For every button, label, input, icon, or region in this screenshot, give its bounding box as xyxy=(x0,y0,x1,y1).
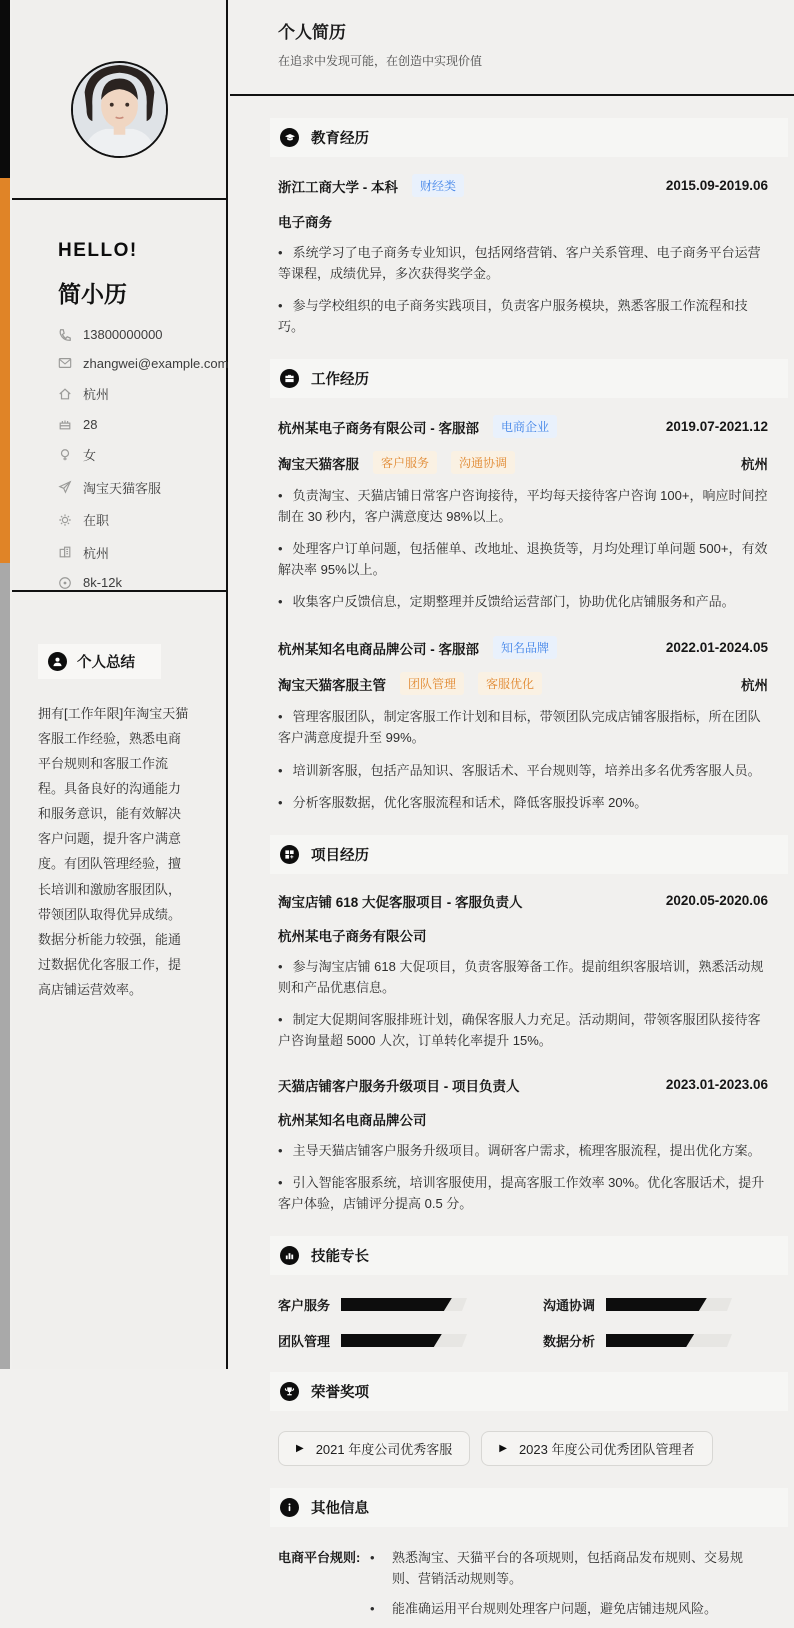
project-bullet: • 主导天猫店铺客户服务升级项目。调研客户需求，梳理客服流程，提出优化方案。 xyxy=(278,1140,768,1161)
project-org: 杭州某知名电商品牌公司 xyxy=(278,1112,427,1128)
section-header-honors xyxy=(270,1372,788,1411)
contact-status xyxy=(58,510,216,529)
skill-label: 沟通协调 xyxy=(543,1297,596,1313)
job-bullet: • 收集客户反馈信息，定期整理并反馈给运营部门，协助优化店铺服务和产品。 xyxy=(278,591,768,612)
company-name: 杭州某知名电商品牌公司 - 客服部 xyxy=(278,641,479,657)
contact-status-value: 在职 xyxy=(83,513,110,528)
company-name: 杭州某电子商务有限公司 - 客服部 xyxy=(278,420,479,436)
contact-position-value: 淘宝天猫客服 xyxy=(83,480,162,496)
skill-item xyxy=(543,1331,760,1350)
other-bullets xyxy=(370,1547,768,1628)
contact-phone-value: 13800000000 xyxy=(83,327,163,342)
graduation-cap-icon xyxy=(280,128,299,147)
skill-label: 客户服务 xyxy=(278,1297,331,1313)
work-body xyxy=(270,415,788,812)
home-icon xyxy=(58,387,72,401)
summary-title: 个人总结 xyxy=(77,655,135,671)
honors-list xyxy=(270,1431,788,1466)
skill-item xyxy=(543,1295,760,1314)
education-major: 电子商务 xyxy=(278,215,332,230)
skill-bar-track xyxy=(606,1298,732,1311)
job-role-row xyxy=(278,451,768,474)
job-location: 杭州 xyxy=(741,677,768,693)
honor-pill xyxy=(278,1431,470,1466)
skill-bar-fill xyxy=(341,1334,442,1347)
other-label: 电商平台规则: xyxy=(278,1549,361,1565)
phone-icon xyxy=(58,328,72,342)
role-tag: 客户服务 xyxy=(373,451,437,474)
project-bullet: • 制定大促期间客服排班计划，确保客服人力充足。活动期间，带领客服团队接待客户咨询量超 5000 人次，订单转化率提升 15%。 xyxy=(278,1009,768,1051)
accent-strip-black xyxy=(0,0,10,178)
other-bullet-text: • 熟悉淘宝、天猫平台的各项规则，包括商品发布规则、交易规则、营销活动规则等。 xyxy=(392,1549,744,1586)
skill-label: 团队管理 xyxy=(278,1333,331,1349)
section-header-work xyxy=(270,359,788,398)
contact-email-value: zhangwei@example.com xyxy=(83,355,229,371)
summary-header xyxy=(38,644,161,679)
job-bullet: • 管理客服团队，制定客服工作计划和目标，带领团队完成店铺客服指标，所在团队客户满意度提升至 99%。 xyxy=(278,706,768,748)
job-company-row xyxy=(278,415,768,438)
project-date: 2023.01-2023.06 xyxy=(665,1077,768,1093)
hello-text: HELLO! xyxy=(58,240,138,261)
section-header-projects xyxy=(270,835,788,874)
skill-bar-fill xyxy=(606,1298,707,1311)
accent-strip-orange xyxy=(0,178,10,563)
other-bullet-text: • 能准确运用平台规则处理客户问题，避免店铺违规风险。 xyxy=(392,1601,718,1617)
company-tag: 知名品牌 xyxy=(493,636,557,659)
project-bullet: • 引入智能客服系统，培训客服使用，提高客服工作效率 30%。优化客服话术，提升客户体验，店铺评分提高 0.5 分。 xyxy=(278,1172,768,1214)
play-icon: ▶ xyxy=(296,1442,304,1454)
job-bullet: • 处理客户订单问题，包括催单、改地址、退换货等，月均处理订单问题 500+，有效解决率 95%以上。 xyxy=(278,538,768,580)
section-header-skills xyxy=(270,1236,788,1275)
contact-salary-value: 8k-12k xyxy=(83,575,123,590)
education-row xyxy=(278,174,768,197)
position-icon xyxy=(58,480,72,494)
trophy-icon xyxy=(280,1382,299,1401)
education-bullet: • 系统学习了电子商务专业知识，包括网络营销、客户关系管理、电子商务平台运营等课程，成绩优异，多次获得奖学金。 xyxy=(278,242,768,284)
summary-text: 拥有[工作年限]年淘宝天猫客服工作经验，熟悉电商平台规则和客服工作流程。具备良好的沟通能力和服务意识，能有效解决客户问题，提升客户满意度。有团队管理经验，擅长培训和激励客服团队，带领团队取得优异成绩。数据分析能力较强，能通过数据优化客服工作，提高店铺运营效率。 xyxy=(38,706,189,997)
section-header-other xyxy=(270,1488,788,1527)
contact-city xyxy=(58,543,216,562)
role-tag: 团队管理 xyxy=(400,672,464,695)
contact-age xyxy=(58,417,216,432)
honor-text: 2023 年度公司优秀团队管理者 xyxy=(518,1441,695,1457)
skill-bar-fill xyxy=(606,1334,694,1347)
contact-position xyxy=(58,478,216,497)
section-title-skills: 技能专长 xyxy=(311,1248,369,1265)
contact-gender xyxy=(58,445,216,464)
avatar xyxy=(71,61,168,158)
projects-body xyxy=(270,891,788,1214)
contact-phone xyxy=(58,327,216,342)
page-title: 个人简历 xyxy=(278,23,346,42)
project-org: 杭州某电子商务有限公司 xyxy=(278,928,427,944)
education-body xyxy=(270,174,788,337)
city-icon xyxy=(58,545,72,559)
contact-city-value: 杭州 xyxy=(83,545,110,561)
role-tag: 客服优化 xyxy=(478,672,542,695)
project-title-row xyxy=(278,891,768,911)
skill-label: 数据分析 xyxy=(543,1333,596,1349)
skill-bar-track xyxy=(341,1298,467,1311)
person-icon xyxy=(48,652,67,671)
age-icon xyxy=(58,417,72,431)
section-title-education: 教育经历 xyxy=(311,131,369,147)
job-bullet: • 培训新客服，包括产品知识、客服话术、平台规则等，培养出多名优秀客服人员。 xyxy=(278,760,768,781)
other-bullet xyxy=(370,1598,768,1619)
summary-section xyxy=(12,592,226,1002)
job-date: 2022.01-2024.05 xyxy=(665,640,768,656)
school-name: 浙江工商大学 - 本科 xyxy=(278,179,398,195)
education-tag: 财经类 xyxy=(412,174,464,197)
salary-icon xyxy=(58,576,72,590)
bar-chart-icon xyxy=(280,1246,299,1265)
job-date: 2019.07-2021.12 xyxy=(665,419,768,435)
section-header-education xyxy=(270,118,788,157)
skill-bar-track xyxy=(606,1334,732,1347)
sidebar xyxy=(12,0,228,1369)
skill-bar-fill xyxy=(341,1298,452,1311)
email-icon xyxy=(58,356,72,370)
contact-gender-value: 女 xyxy=(83,448,97,463)
project-title: 淘宝店铺 618 大促客服项目 - 客服负责人 xyxy=(278,894,523,910)
grid-plus-icon xyxy=(280,845,299,864)
contact-age-value: 28 xyxy=(83,416,98,432)
job-company-row xyxy=(278,636,768,659)
education-bullet: • 参与学校组织的电子商务实践项目，负责客户服务模块，熟悉客服工作流程和技巧。 xyxy=(278,295,768,337)
status-icon xyxy=(58,513,72,527)
main-content xyxy=(230,0,794,1617)
briefcase-icon xyxy=(280,369,299,388)
job-role: 淘宝天猫客服主管 xyxy=(278,677,386,693)
sidebar-profile xyxy=(12,200,229,592)
contact-home-value: 杭州 xyxy=(83,387,110,402)
company-tag: 电商企业 xyxy=(493,415,557,438)
job-bullet: • 分析客服数据，优化客服流程和话术，降低客服投诉率 20%。 xyxy=(278,792,768,813)
accent-strip-gray xyxy=(0,563,10,1369)
photo-box xyxy=(12,0,226,200)
job-location: 杭州 xyxy=(741,456,768,472)
section-title-honors: 荣誉奖项 xyxy=(311,1384,369,1401)
page-subtitle: 在追求中发现可能，在创造中实现价值 xyxy=(278,54,483,68)
contact-email xyxy=(58,355,229,371)
play-icon: ▶ xyxy=(499,1442,507,1454)
project-date: 2020.05-2020.06 xyxy=(665,893,768,909)
project-title: 天猫店铺客户服务升级项目 - 项目负责人 xyxy=(278,1078,520,1094)
project-bullet: • 参与淘宝店铺 618 大促项目，负责客服筹备工作。提前组织客服培训，熟悉活动规则和产品优惠信息。 xyxy=(278,956,768,998)
candidate-name: 简小历 xyxy=(58,281,127,307)
role-tag: 沟通协调 xyxy=(451,451,515,474)
skill-bar-track xyxy=(341,1334,467,1347)
skill-item xyxy=(278,1295,495,1314)
honor-text: 2021 年度公司优秀客服 xyxy=(315,1441,453,1457)
info-icon xyxy=(280,1498,299,1517)
honor-pill xyxy=(481,1431,712,1466)
skills-grid xyxy=(270,1295,788,1350)
other-bullet xyxy=(370,1547,768,1589)
contact-salary xyxy=(58,575,216,590)
job-role: 淘宝天猫客服 xyxy=(278,456,359,472)
resume-header xyxy=(230,0,794,96)
other-info-row xyxy=(270,1547,788,1628)
project-title-row xyxy=(278,1075,768,1095)
skill-item xyxy=(278,1331,495,1350)
section-title-other: 其他信息 xyxy=(311,1500,369,1517)
avatar-illustration xyxy=(73,63,166,156)
job-role-row xyxy=(278,672,768,695)
gender-icon xyxy=(58,448,72,462)
section-title-projects: 项目经历 xyxy=(311,847,369,864)
education-date: 2015.09-2019.06 xyxy=(665,178,768,193)
contact-home xyxy=(58,384,216,403)
job-bullet: • 负责淘宝、天猫店铺日常客户咨询接待，平均每天接待客户咨询 100+，响应时间控制在 30 秒内，客户满意度达 98%以上。 xyxy=(278,485,768,527)
section-title-work: 工作经历 xyxy=(311,372,369,389)
